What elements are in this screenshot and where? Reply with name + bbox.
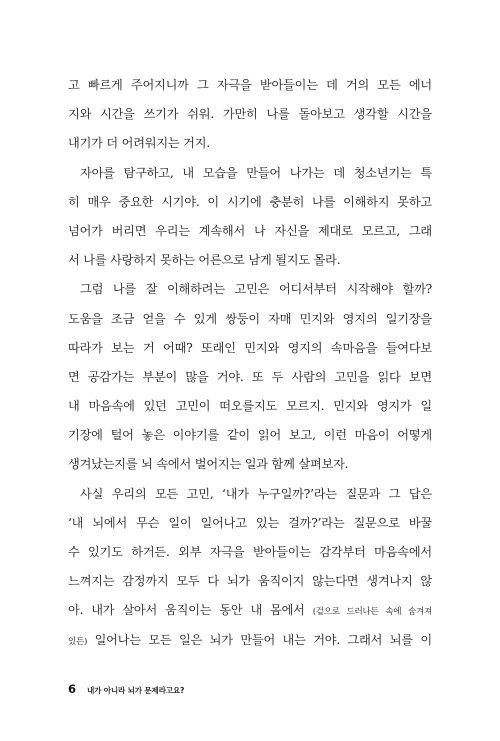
text-line: 그럼 나를 잘 이해하려는 고민은 어디서부터 시작해야 할까? (80, 282, 432, 297)
text-line: ‘내 뇌에서 무슨 일이 일어나고 있는 걸까?’라는 질문으로 바꿀 (68, 515, 432, 530)
text-line: 면 공감가는 부분이 많을 거야. 또 두 사람의 고민을 읽다 보면 (68, 369, 432, 384)
paragraph-2 (68, 159, 432, 276)
text-line: 내 마음속에 있던 고민이 떠오를지도 모르지. 민지와 영지가 일 (68, 399, 432, 414)
line-text: 일어나는 모든 일은 뇌가 만들어 내는 거야. 그래서 뇌를 이 (87, 632, 432, 647)
text-line: 기장에 털어 놓은 이야기를 같이 읽어 보고, 이런 마음이 어떻게 (68, 428, 432, 443)
paragraph-3 (68, 275, 432, 479)
text-line: 사실 우리의 모든 고민, ‘내가 누구일까?’라는 질문과 그 답은 (80, 486, 432, 501)
text-line: 내기가 더 어려워지는 거지. (68, 136, 211, 151)
line-text: 아. 내가 살아서 움직이는 동안 내 몸에서 (68, 603, 313, 618)
text-line: 수 있기도 하거든. 외부 자극을 받아들이는 감각부터 마음속에서 (68, 545, 432, 559)
text-line-with-note (68, 596, 432, 625)
text-line: 느껴지는 감정까지 모두 다 뇌가 움직이지 않는다면 생겨나지 않 (68, 574, 432, 589)
text-line-with-note (68, 626, 432, 655)
text-line: 고 빠르게 주어지니까 그 자극을 받아들이는 데 거의 모든 에너 (68, 78, 432, 92)
page-number: 6 (68, 682, 77, 696)
text-line: 지와 시간을 쓰기가 쉬워. 가만히 나를 돌아보고 생각할 시간을 (68, 107, 432, 122)
text-line: 넘어가 버리면 우리는 계속해서 나 자신을 제대로 모르고, 그래 (68, 223, 432, 238)
parenthetical-note: (겉으로 드러나든 속에 숨겨져 (312, 607, 432, 618)
paragraph-1 (68, 71, 432, 159)
text-line: 서 나를 사랑하지 못하는 어른으로 남게 될지도 몰라. (68, 253, 341, 268)
text-line: 따라가 보는 거 어때? 또래인 민지와 영지의 속마음을 들여다보 (68, 340, 432, 355)
parenthetical-note: 있든) (68, 636, 88, 647)
paragraph-4 (68, 480, 432, 655)
running-title: 내가 아니라 뇌가 문제라고요? (87, 686, 185, 695)
text-line: 도움을 조금 얻을 수 있게 쌍둥이 자매 민지와 영지의 일기장을 (68, 311, 432, 326)
text-line: 생겨났는지를 뇌 속에서 벌어지는 일과 함께 살펴보자. (68, 457, 349, 472)
text-line: 자아를 탐구하고, 내 모습을 만들어 나가는 데 청소년기는 특 (80, 165, 432, 180)
text-line: 히 매우 중요한 시기야. 이 시기에 충분히 나를 이해하지 못하고 (68, 194, 432, 209)
body-text (68, 71, 432, 655)
page-footer (68, 682, 184, 696)
